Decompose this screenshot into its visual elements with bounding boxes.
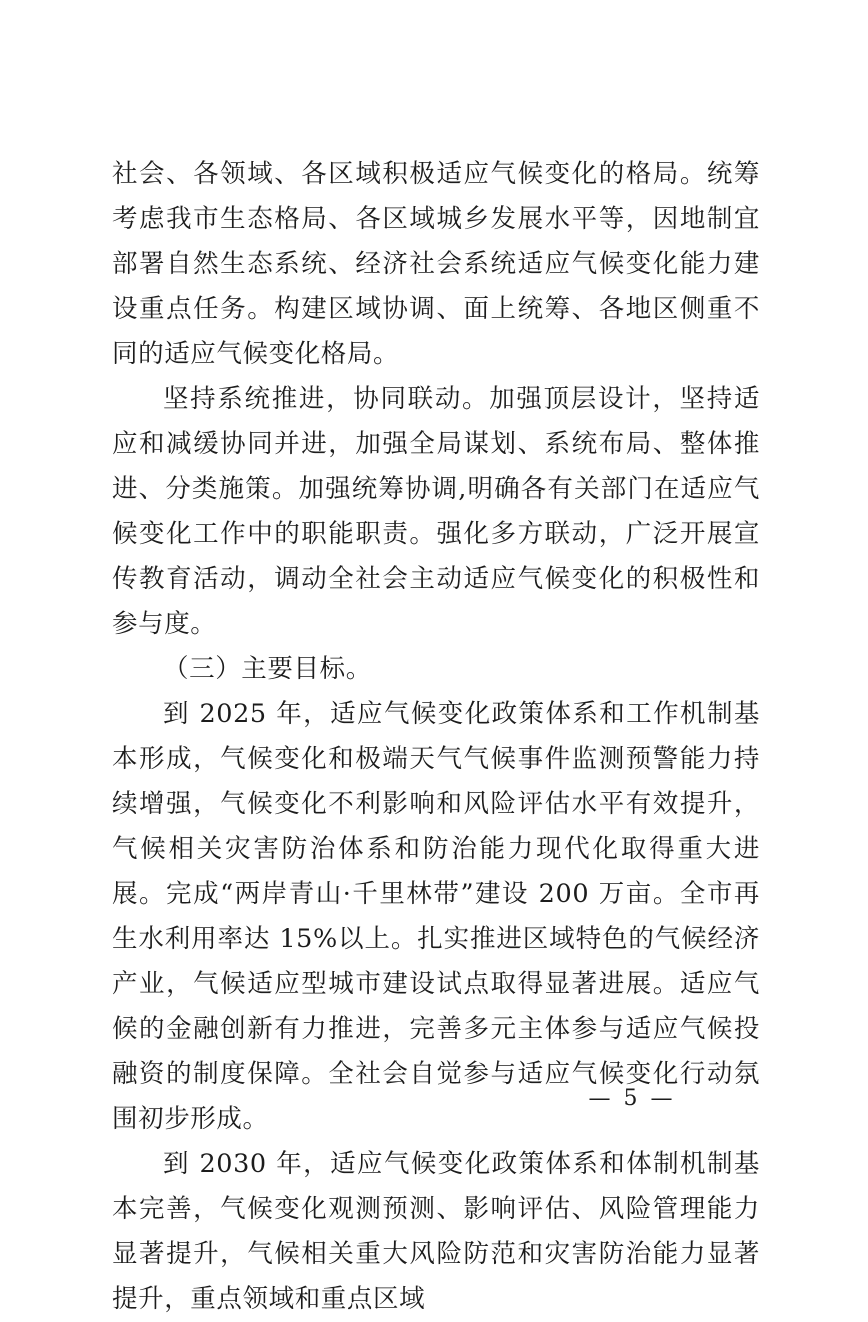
page-number: — 5 — bbox=[588, 1086, 676, 1111]
paragraph-continued-layout: 社会、各领域、各区域积极适应气候变化的格局。统筹考虑我市生态格局、各区域城乡发展水平等，因地制宜部署自然生态系统、经济社会系统适应气候变化能力建设重点任务。构建区域协调、面上统筹、各地区侧重不同的适应气候变化格局。 bbox=[112, 159, 760, 369]
section-heading-main-objectives: （三）主要目标。 bbox=[163, 654, 372, 684]
page-body-text bbox=[112, 152, 760, 1322]
paragraph-goal-2025: 到 2025 年，适应气候变化政策体系和工作机制基本形成，气候变化和极端天气气候事件监测预警能力持续增强，气候变化不利影响和风险评估水平有效提升，气候相关灾害防治体系和防治能力现代化取得重大进展。完成“两岸青山·千里林带”建设 200 万亩。全市再生水利用率达 15%以上。扎实推进区域特色的气候经济产业，气候适应型城市建设试点取得显著进展。适应气候的金融创新有力推进，完善多元主体参与适应气候投融资的制度保障。全社会自觉参与适应气候变化行动氛围初步形成。 bbox=[112, 699, 760, 1134]
paragraph-systematic-advance: 坚持系统推进，协同联动。加强顶层设计，坚持适应和减缓协同并进，加强全局谋划、系统布局、整体推进、分类施策。加强统筹协调,明确各有关部门在适应气候变化工作中的职能职责。强化多方联动，广泛开展宣传教育活动，调动全社会主动适应气候变化的积极性和参与度。 bbox=[112, 384, 760, 639]
paragraph-goal-2030: 到 2030 年，适应气候变化政策体系和体制机制基本完善，气候变化观测预测、影响评估、风险管理能力显著提升，气候相关重大风险防范和灾害防治能力显著提升，重点领域和重点区域 bbox=[112, 1149, 760, 1314]
page-footer bbox=[0, 1086, 868, 1111]
